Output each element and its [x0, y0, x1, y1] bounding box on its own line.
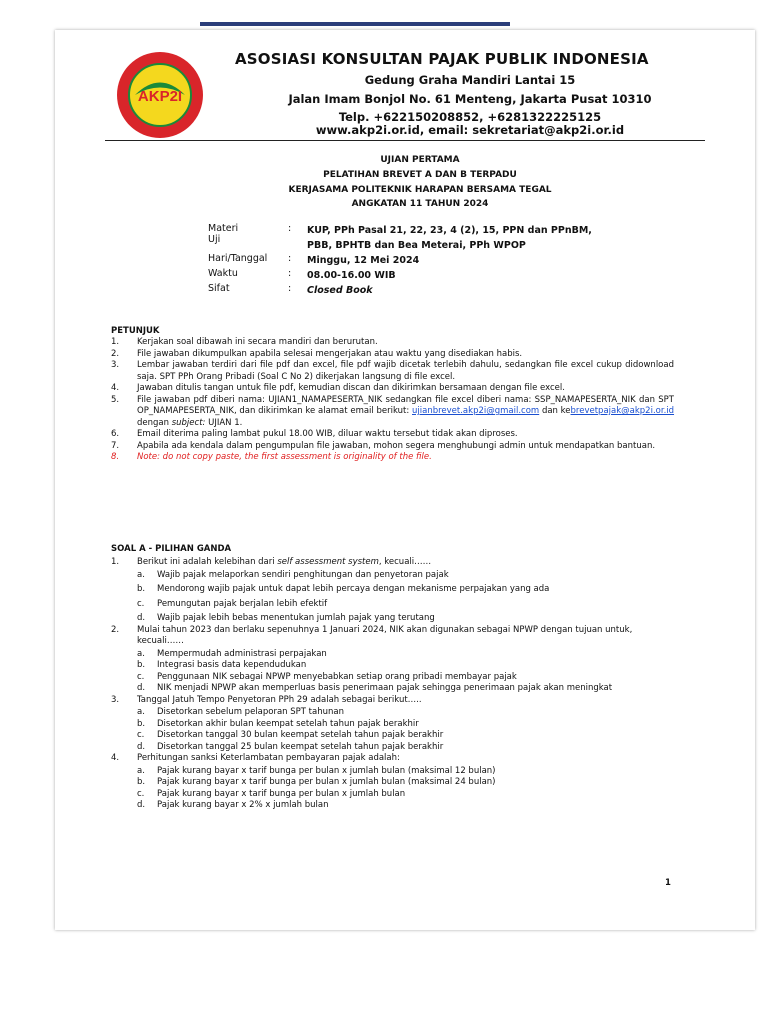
- petunjuk-title: PETUNJUK: [111, 326, 160, 336]
- option-letter: a.: [137, 707, 145, 717]
- option-text: Pajak kurang bayar x tarif bunga per bulan x jumlah bulan (maksimal 24 bulan): [157, 777, 496, 787]
- option-letter: d.: [137, 683, 146, 693]
- item-number: 2.: [111, 348, 120, 359]
- option-text: Integrasi basis data kependudukan: [157, 660, 307, 670]
- option: [111, 707, 674, 719]
- item-number: 7.: [111, 440, 120, 451]
- option: [111, 649, 674, 661]
- item-text: dan ke: [541, 406, 571, 416]
- item-number: 1.: [111, 337, 120, 347]
- email-link-1[interactable]: ujianbrevet.akp2i@gmail.com: [412, 406, 540, 416]
- item-number: 5.: [111, 394, 120, 405]
- option-text: Disetorkan sebelum pelaporan SPT tahunan: [157, 707, 344, 717]
- item-text: File jawaban dikumpulkan apabila selesai mengerjakan atau waktu yang disediakan habis.: [137, 348, 523, 359]
- item-text: Email diterima paling lambat pukul 18.00 WIB, diluar waktu tersebut tidak akan diproses.: [137, 429, 518, 439]
- list-item: [111, 395, 674, 430]
- option-text: Pajak kurang bayar x tarif bunga per bulan x jumlah bulan: [157, 788, 406, 799]
- option-text: Pajak kurang bayar x tarif bunga per bulan x jumlah bulan (maksimal 12 bulan): [157, 765, 496, 776]
- org-name: ASOSIASI KONSULTAN PAJAK PUBLIK INDONESIA: [235, 50, 649, 68]
- question-number: 2.: [111, 624, 120, 635]
- option: [111, 570, 674, 582]
- info-colon: :: [288, 253, 292, 264]
- list-item: [111, 360, 674, 383]
- option: [111, 800, 674, 812]
- option-letter: c.: [137, 730, 145, 740]
- exam-title-3: KERJASAMA POLITEKNIK HARAPAN BERSAMA TEGAL: [288, 185, 552, 195]
- option: [111, 683, 674, 695]
- document-page: [55, 30, 755, 930]
- option-text: Wajib pajak lebih bebas menentukan jumlah pajak yang terutang: [157, 613, 435, 623]
- info-label: Hari/Tanggal: [208, 253, 268, 264]
- option-text: Mendorong wajib pajak untuk dapat lebih percaya dengan mekanisme perpajakan yang ada: [157, 584, 550, 594]
- item-text: File jawaban pdf diberi nama: UJIAN1_NAMAPESERTA_NIK sedangkan file excel diberi nama: SSP_NAMAPESERTA_NIK dan SPT OP_NAMAPESERTA_NIK, dan dikirimkan ke alamat email berikut:: [137, 394, 674, 416]
- option: [111, 730, 674, 742]
- info-value: Closed Book: [307, 285, 373, 296]
- subject-label: subject:: [171, 417, 206, 428]
- question: [111, 625, 674, 648]
- option-letter: b.: [137, 584, 146, 594]
- email-link-2[interactable]: brevetpajak@akp2i.or.id: [570, 406, 675, 416]
- list-item: [111, 429, 674, 441]
- option: [111, 719, 674, 731]
- item-text: UJIAN 1.: [208, 417, 243, 428]
- address-line-2: Jalan Imam Bonjol No. 61 Menteng, Jakarta Pusat 10310: [288, 92, 652, 106]
- option-text: Mempermudah administrasi perpajakan: [157, 648, 327, 659]
- question-text: , kecuali……: [378, 557, 432, 567]
- exam-title-4: ANGKATAN 11 TAHUN 2024: [351, 199, 489, 209]
- info-label: Sifat: [208, 283, 230, 294]
- address-line-1: Gedung Graha Mandiri Lantai 15: [364, 73, 576, 87]
- petunjuk-list: [111, 337, 674, 464]
- option: [111, 584, 674, 596]
- info-colon: :: [288, 283, 292, 294]
- logo-text: AKP2I: [137, 88, 183, 105]
- list-item: [111, 441, 674, 453]
- option-letter: c.: [137, 671, 145, 682]
- option-letter: c.: [137, 598, 145, 609]
- item-number: 3.: [111, 360, 120, 370]
- option-letter: b.: [137, 777, 146, 787]
- option-text: Disetorkan akhir bulan keempat setelah tahun pajak berakhir: [157, 718, 419, 729]
- page-number: 1: [665, 878, 671, 888]
- question-text: Perhitungan sanksi Keterlambatan pembayaran pajak adalah:: [137, 753, 400, 763]
- akp2i-logo: [115, 50, 205, 140]
- top-edge-bar: [200, 22, 510, 26]
- option: [111, 672, 674, 684]
- info-label: Waktu: [208, 268, 238, 279]
- option: [111, 742, 674, 754]
- soal-a-title: SOAL A - PILIHAN GANDA: [111, 544, 232, 554]
- option-letter: b.: [137, 718, 146, 729]
- option: [111, 789, 674, 801]
- option-text: Penggunaan NIK sebagai NPWP menyebabkan setiap orang pribadi membayar pajak: [157, 671, 517, 682]
- option: [111, 599, 674, 611]
- item-number: 4.: [111, 383, 120, 393]
- option-letter: d.: [137, 613, 146, 623]
- option: [111, 613, 674, 625]
- item-text: dengan: [137, 417, 170, 428]
- option-letter: b.: [137, 660, 146, 670]
- question-text-italic: self assessment system: [277, 557, 379, 567]
- question: [111, 695, 674, 707]
- option-letter: d.: [137, 741, 146, 752]
- web-email-line: www.akp2i.or.id, email: sekretariat@akp2i.or.id: [315, 123, 625, 137]
- item-number: 6.: [111, 429, 120, 439]
- info-value: 08.00-16.00 WIB: [307, 270, 396, 281]
- item-text: Lembar jawaban terdiri dari file pdf dan excel, file pdf wajib dicetak terlebih dahulu, sedangkan file excel cukup didownload saja. SPT PPh Orang Pribadi (Soal C No 2) dikerjakan langsung di file excel.: [137, 360, 674, 382]
- list-item: [111, 383, 674, 395]
- question-number: 4.: [111, 753, 120, 763]
- item-text: Jawaban ditulis tangan untuk file pdf, kemudian discan dan dikirimkan bersamaan dengan file excel.: [137, 383, 565, 393]
- item-text: Apabila ada kendala dalam pengumpulan file jawaban, mohon segera menghubungi admin untuk mendapatkan bantuan.: [137, 440, 656, 451]
- info-label: Materi Uji: [208, 223, 239, 245]
- item-text: Kerjakan soal dibawah ini secara mandiri dan berurutan.: [137, 337, 378, 347]
- option: [111, 777, 674, 789]
- exam-title-2: PELATIHAN BREVET A DAN B TERPADU: [323, 170, 517, 180]
- soal-a-list: [111, 557, 674, 812]
- item-note-text: Note: do not copy paste, the first assessment is originality of the file.: [137, 452, 432, 462]
- question: [111, 753, 674, 765]
- list-item: [111, 349, 674, 361]
- info-value: Minggu, 12 Mei 2024: [307, 255, 420, 266]
- option-text: Disetorkan tanggal 30 bulan keempat setelah tahun pajak berakhir: [157, 730, 444, 740]
- option-text: Disetorkan tanggal 25 bulan keempat setelah tahun pajak berakhir: [157, 741, 444, 752]
- exam-title-1: UJIAN PERTAMA: [380, 155, 460, 165]
- phone-line: Telp. +622150208852, +6281322225125: [338, 110, 602, 124]
- info-value: KUP, PPh Pasal 21, 22, 23, 4 (2), 15, PPN dan PPnBM, PBB, BPHTB dan Bea Meterai, PPh WPOP: [307, 225, 592, 251]
- option-letter: c.: [137, 788, 145, 799]
- option: [111, 660, 674, 672]
- option-text: Wajib pajak melaporkan sendiri penghitungan dan penyetoran pajak: [157, 569, 449, 580]
- info-colon: :: [288, 223, 292, 234]
- option-text: Pemungutan pajak berjalan lebih efektif: [157, 598, 328, 609]
- question-number: 1.: [111, 557, 120, 567]
- option-text: Pajak kurang bayar x 2% x jumlah bulan: [157, 800, 329, 810]
- option-letter: d.: [137, 800, 146, 810]
- question: [111, 557, 674, 569]
- question-text: Mulai tahun 2023 dan berlaku sepenuhnya 1 Januari 2024, NIK akan digunakan sebagai NPWP dengan tujuan untuk, kecuali……: [137, 624, 633, 646]
- option-letter: a.: [137, 569, 145, 580]
- item-number: 8.: [111, 452, 120, 462]
- list-item: [111, 337, 674, 349]
- question-number: 3.: [111, 694, 120, 705]
- option-letter: a.: [137, 648, 145, 659]
- header-rule: [105, 140, 705, 141]
- list-item: [111, 452, 674, 464]
- option-text: NIK menjadi NPWP akan memperluas basis penerimaan pajak sehingga penerimaan pajak akan meningkat: [157, 683, 613, 693]
- info-colon: :: [288, 268, 292, 279]
- question-text: Berikut ini adalah kelebihan dari: [137, 557, 275, 567]
- option-letter: a.: [137, 765, 145, 776]
- question-text: Tanggal Jatuh Tempo Penyetoran PPh 29 adalah sebagai berikut…..: [137, 694, 422, 705]
- option: [111, 766, 674, 778]
